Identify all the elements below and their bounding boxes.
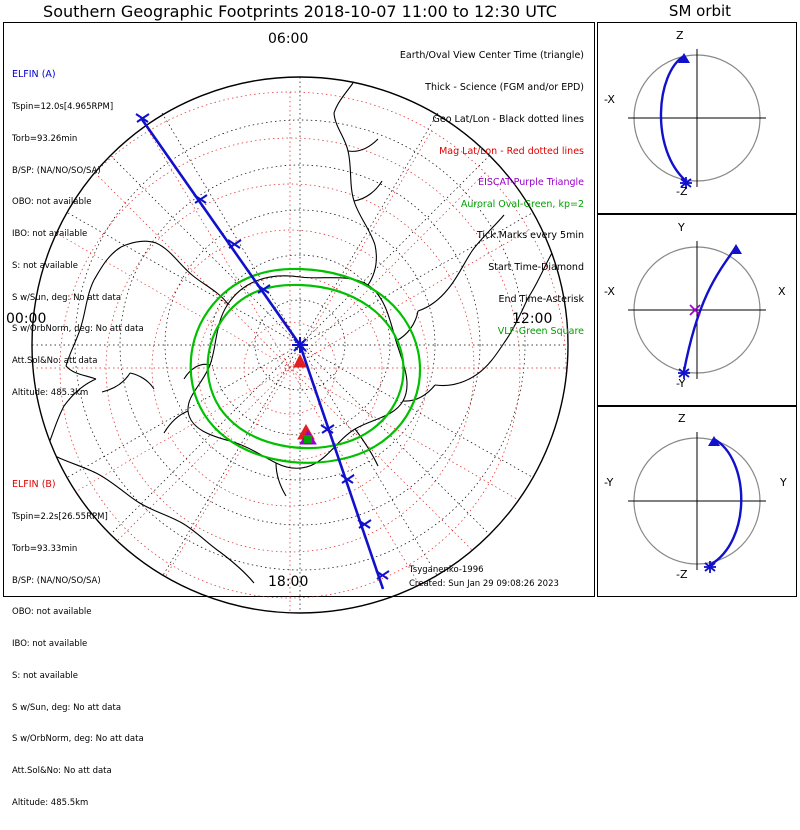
satellite-b-line: S w/OrbNorm, deg: No att data: [12, 734, 144, 745]
satellite-b-info: [12, 459, 144, 830]
satellite-b-line: Tspin=2.2s[26.55RPM]: [12, 511, 108, 522]
sm-orbit-panel-xy: [597, 214, 797, 406]
sm-yz-svg: [598, 407, 796, 596]
satellite-b-name: ELFIN (B): [12, 479, 56, 491]
legend-item: Tick Marks every 5min: [476, 230, 584, 242]
sm-yz-axis-top: Z: [678, 412, 686, 425]
satellite-b-line: Altitude: 485.5km: [12, 798, 89, 808]
sm-xy-axis-top: Y: [678, 221, 685, 234]
sm-orbit-title: SM orbit: [668, 2, 732, 20]
satellite-a-line: S w/OrbNorm, deg: No att data: [12, 324, 144, 335]
satellite-b-line: B/SP: (NA/NO/SO/SA): [12, 575, 101, 586]
legend-item: Mag Lat/Lon - Red dotted lines: [439, 145, 584, 157]
view-center-triangles: [294, 355, 314, 439]
satellite-b-line: Att.Sol&No: No att data: [12, 766, 112, 777]
clock-label-bottom: 18:00: [268, 574, 309, 590]
clock-label-left: 00:00: [6, 311, 47, 327]
legend-item: EISCAT-Purple Triangle: [478, 177, 584, 189]
sm-xy-axis-bottom: -Y: [676, 377, 686, 390]
legend: [294, 30, 584, 358]
orbit-end-asterisk-icon: [704, 561, 716, 573]
satellite-a-name: ELFIN (A): [12, 69, 56, 81]
satellite-a-line: OBO: not available: [12, 197, 92, 208]
sm-orbit-panel-xz: [597, 22, 797, 214]
legend-item: VLF-Green Square: [497, 325, 584, 337]
legend-item: Start Time-Diamond: [488, 262, 584, 274]
legend-item: End Time-Asterisk: [498, 293, 584, 305]
sm-xy-axis-left: -X: [604, 285, 615, 298]
satellite-a-line: B/SP: (NA/NO/SO/SA): [12, 165, 101, 176]
legend-item: Auroral Oval-Green, kp=2: [460, 198, 584, 210]
orbit-path: [684, 247, 736, 371]
satellite-a-line: Altitude: 485.3km: [12, 388, 89, 398]
sm-xy-axis-right: X: [778, 285, 786, 298]
satellite-b-line: OBO: not available: [12, 607, 92, 618]
orbit-path: [710, 439, 741, 565]
satellite-b-line: S w/Sun, deg: No att data: [12, 702, 122, 713]
satellite-a-line: S w/Sun, deg: No att data: [12, 292, 122, 303]
polar-plot-frame: [3, 22, 595, 808]
sm-yz-axis-right: Y: [780, 476, 787, 489]
created-timestamp: Created: Sun Jan 29 09:08:26 2023: [409, 579, 559, 589]
sm-xy-svg: [598, 215, 796, 405]
sm-xz-axis-bottom: -Z: [676, 185, 688, 198]
sm-xz-axis-left: -X: [604, 93, 615, 106]
sm-xz-axis-top: Z: [676, 29, 684, 42]
satellite-b-line: S: not available: [12, 670, 78, 681]
legend-item: Thick - Science (FGM and/or EPD): [425, 81, 584, 93]
sm-yz-axis-left: -Y: [604, 476, 614, 489]
satellite-a-line: Torb=93.26min: [12, 133, 78, 144]
orbit-start-triangle-icon: [730, 244, 742, 254]
satellite-a-line: Tspin=12.0s[4.965RPM]: [12, 101, 114, 112]
sm-orbit-panel-yz: [597, 406, 797, 597]
model-credit: Tsyganenko-1996: [409, 565, 484, 575]
clock-label-right: 12:00: [512, 311, 553, 327]
satellite-a-info: [12, 49, 144, 420]
satellite-a-line: IBO: not available: [12, 229, 88, 240]
vlf-square-icon: [304, 435, 312, 443]
sm-yz-axis-bottom: -Z: [676, 568, 688, 581]
satellite-a-line: Att.Sol&No: att data: [12, 356, 98, 367]
satellite-b-line: IBO: not available: [12, 639, 88, 650]
clock-label-top: 06:00: [268, 31, 309, 47]
page-title: Southern Geographic Footprints 2018-10-07 11:00 to 12:30 UTC: [43, 2, 557, 21]
legend-item: Geo Lat/Lon - Black dotted lines: [432, 113, 584, 125]
satellite-a-line: S: not available: [12, 260, 78, 271]
satellite-b-line: Torb=93.33min: [12, 543, 78, 554]
sm-xz-svg: [598, 23, 796, 213]
legend-item: Earth/Oval View Center Time (triangle): [399, 50, 584, 62]
